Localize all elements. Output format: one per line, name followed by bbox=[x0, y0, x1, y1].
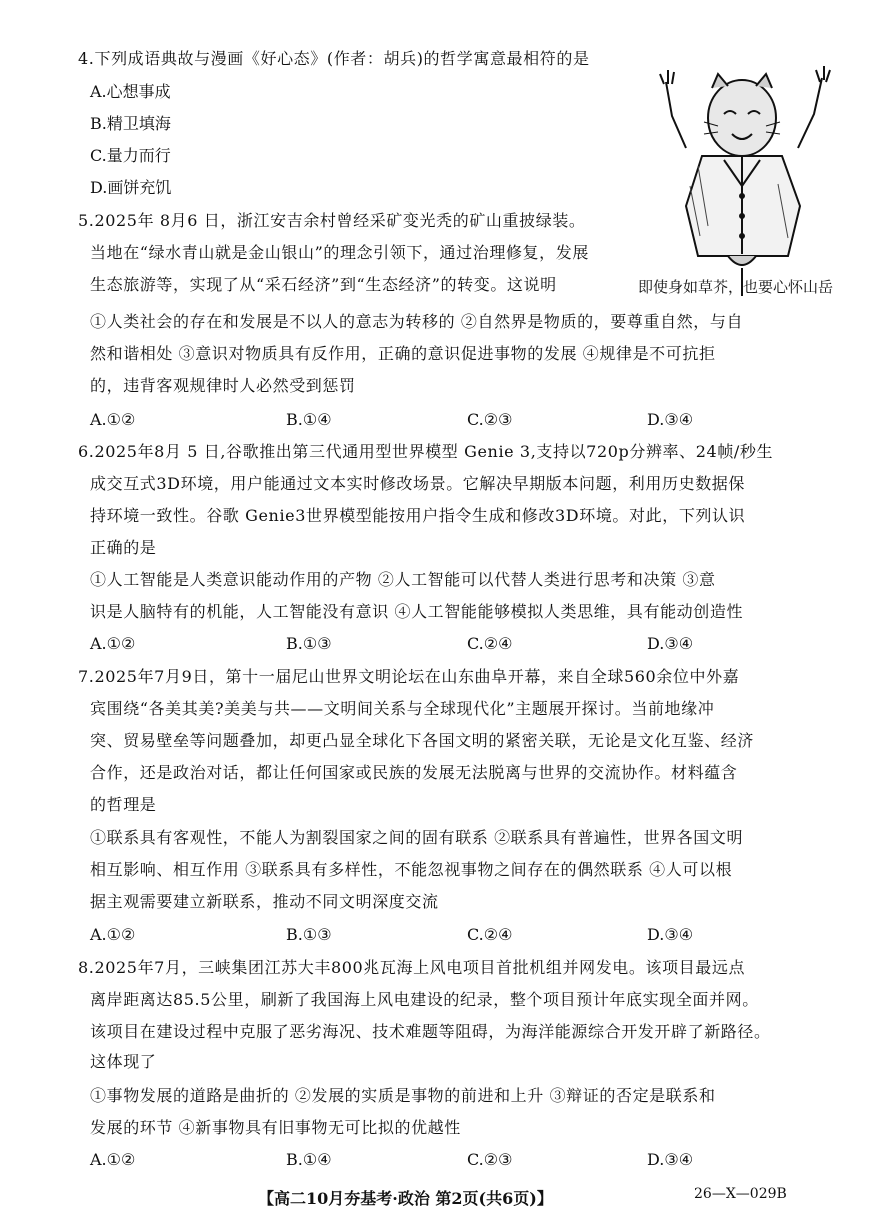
q5-line-6: 的，违背客观规律时人必然受到惩罚 bbox=[90, 376, 356, 395]
q6-line-2: 成交互式3D环境，用户能通过文本实时修改场景。它解决早期版本问题，利用历史数据保 bbox=[90, 474, 746, 493]
q5-line-3: 生态旅游等，实现了从“采石经济”到“生态经济”的转变。这说明 bbox=[90, 275, 557, 294]
q5-option-b: B.①④ bbox=[286, 410, 332, 429]
q4-stem: 4.下列成语典故与漫画《好心态》(作者：胡兵)的哲学寓意最相符的是 bbox=[78, 49, 590, 68]
q8-line-4: 这体现了 bbox=[90, 1052, 157, 1071]
exam-code: 26—X—029B bbox=[694, 1186, 787, 1202]
q4-option-d: D.画饼充饥 bbox=[90, 178, 172, 197]
page-footer: 【高二10月夯基考·政治 第2页(共6页)】 bbox=[258, 1189, 553, 1208]
q6-option-a: A.①② bbox=[90, 634, 136, 653]
q7-line-1: 7.2025年7月9日，第十一届尼山世界文明论坛在山东曲阜开幕，来自全球560余位中外嘉 bbox=[78, 667, 740, 686]
q4-option-c: C.量力而行 bbox=[90, 146, 171, 165]
q4-option-a: A.心想事成 bbox=[90, 82, 171, 101]
q8-line-2: 离岸距离达85.5公里，刷新了我国海上风电建设的纪录，整个项目预计年底实现全面并网。 bbox=[90, 990, 759, 1009]
q8-line-1: 8.2025年7月，三峡集团江苏大丰800兆瓦海上风电项目首批机组并网发电。该项目最远点 bbox=[78, 958, 746, 977]
q8-line-6: 发展的环节 ④新事物具有旧事物无可比拟的优越性 bbox=[90, 1118, 461, 1137]
q7-option-a: A.①② bbox=[90, 925, 136, 944]
q7-line-7: 相互影响、相互作用 ③联系具有多样性，不能忽视事物之间存在的偶然联系 ④人可以根 bbox=[90, 860, 733, 879]
q8-line-5: ①事物发展的道路是曲折的 ②发展的实质是事物的前进和上升 ③辩证的否定是联系和 bbox=[90, 1086, 716, 1105]
cartoon-caption: 即使身如草芥，也要心怀山岳 bbox=[638, 278, 834, 296]
q6-line-1: 6.2025年8月 5 日,谷歌推出第三代通用型世界模型 Genie 3,支持以720p分辨率、24帧/秒生 bbox=[78, 442, 774, 461]
q6-line-3: 持环境一致性。谷歌 Genie3世界模型能按用户指令生成和修改3D环境。对此，下列认识 bbox=[90, 506, 746, 525]
q7-line-8: 据主观需要建立新联系，推动不同文明深度交流 bbox=[90, 892, 439, 911]
q6-line-6: 识是人脑特有的机能，人工智能没有意识 ④人工智能能够模拟人类思维，具有能动创造性 bbox=[90, 602, 744, 621]
q6-line-5: ①人工智能是人类意识能动作用的产物 ②人工智能可以代替人类进行思考和决策 ③意 bbox=[90, 570, 716, 589]
q5-option-a: A.①② bbox=[90, 410, 136, 429]
q6-option-c: C.②④ bbox=[467, 634, 513, 653]
q7-option-d: D.③④ bbox=[647, 925, 694, 944]
q7-option-c: C.②④ bbox=[467, 925, 513, 944]
q8-option-b: B.①④ bbox=[286, 1150, 332, 1169]
q8-option-a: A.①② bbox=[90, 1150, 136, 1169]
q7-line-2: 宾围绕“各美其美?美美与共——文明间关系与全球现代化”主题展开探讨。当前地缘冲 bbox=[90, 699, 715, 718]
q7-option-b: B.①③ bbox=[286, 925, 332, 944]
q8-line-3: 该项目在建设过程中克服了恶劣海况、技术难题等阻碍，为海洋能源综合开发开辟了新路径。 bbox=[90, 1022, 771, 1041]
cartoon-illustration bbox=[628, 56, 860, 302]
q5-option-d: D.③④ bbox=[647, 410, 694, 429]
q4-option-b: B.精卫填海 bbox=[90, 114, 171, 133]
q6-option-b: B.①③ bbox=[286, 634, 332, 653]
q6-option-d: D.③④ bbox=[647, 634, 694, 653]
q8-option-c: C.②③ bbox=[467, 1150, 513, 1169]
q7-line-3: 突、贸易壁垒等问题叠加，却更凸显全球化下各国文明的紧密关联，无论是文化互鉴、经济 bbox=[90, 731, 755, 750]
q7-line-5: 的哲理是 bbox=[90, 795, 157, 814]
q7-line-4: 合作，还是政治对话，都让任何国家或民族的发展无法脱离与世界的交流协作。材料蕴含 bbox=[90, 763, 738, 782]
q8-option-d: D.③④ bbox=[647, 1150, 694, 1169]
q5-line-4: ①人类社会的存在和发展是不以人的意志为转移的 ②自然界是物质的，要尊重自然，与自 bbox=[90, 312, 744, 331]
q6-line-4: 正确的是 bbox=[90, 538, 157, 557]
q7-line-6: ①联系具有客观性，不能人为割裂国家之间的固有联系 ②联系具有普遍性，世界各国文明 bbox=[90, 828, 744, 847]
q5-line-5: 然和谐相处 ③意识对物质具有反作用，正确的意识促进事物的发展 ④规律是不可抗拒 bbox=[90, 344, 716, 363]
q5-option-c: C.②③ bbox=[467, 410, 513, 429]
q5-line-1: 5.2025年 8月6 日，浙江安吉余村曾经采矿变光秃的矿山重披绿装。 bbox=[78, 211, 586, 230]
q5-line-2: 当地在“绿水青山就是金山银山”的理念引领下，通过治理修复，发展 bbox=[90, 243, 589, 262]
